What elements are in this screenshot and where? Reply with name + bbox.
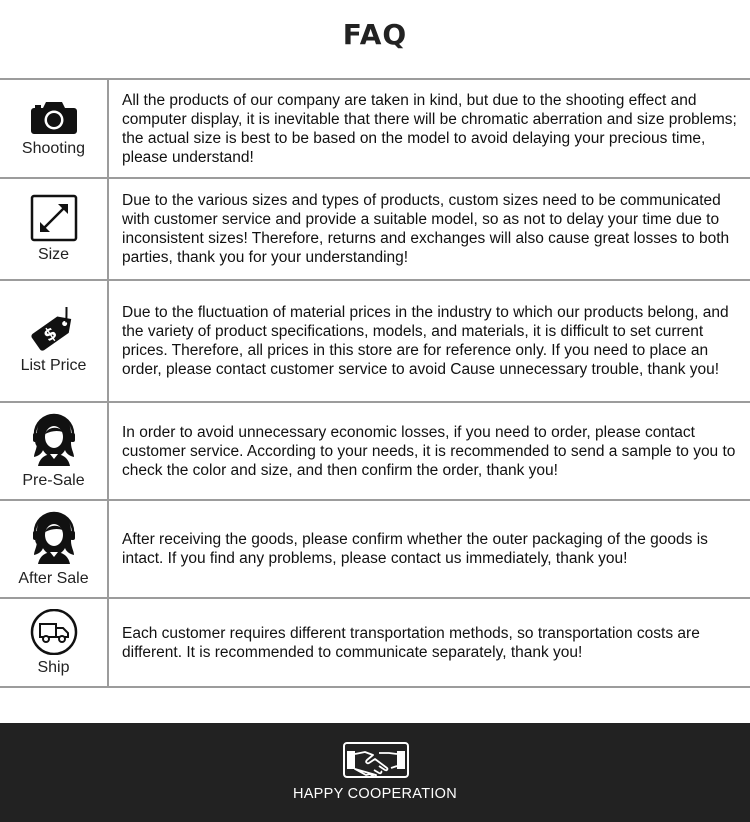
faq-table	[0, 78, 750, 688]
faq-row-label-cell	[0, 281, 109, 401]
faq-row-shooting	[0, 80, 750, 179]
faq-row-text: Due to the fluctuation of material prices in the industry to which our products belong, and the variety of product specifications, models, and materials, it is difficult to set current prices. Therefore, all prices in this store are for reference only. If you need to place an order, please contact customer service to avoid Cause unnecessary trouble, thank you!	[122, 304, 729, 378]
customer-service-icon	[30, 412, 78, 468]
faq-row-label-cell	[0, 80, 109, 177]
footer-banner	[0, 723, 750, 822]
faq-row-label-cell	[0, 403, 109, 499]
footer-text: HAPPY COOPERATION	[292, 786, 458, 802]
faq-row-label: Size	[37, 246, 70, 263]
faq-row-label: List Price	[20, 357, 87, 374]
faq-row-ship	[0, 599, 750, 688]
faq-row-list-price	[0, 281, 750, 403]
handshake-icon	[343, 742, 409, 778]
svg-text:$: $	[39, 323, 61, 347]
faq-row-text: Due to the various sizes and types of products, custom sizes need to be communicated with customer service and provide a suitable model, so as not to delay your time due to inconsistent sizes! Therefore, returns and exchanges will also cause great losses to both parties, thank you for your understanding!	[122, 192, 730, 266]
faq-row-label: Pre-Sale	[22, 472, 85, 489]
faq-row-after-sale	[0, 501, 750, 599]
faq-row-text: Each customer requires different transportation methods, so transportation costs are different. It is recommended to communicate separately, thank you!	[122, 624, 700, 661]
faq-row-label-cell	[0, 501, 109, 597]
resize-arrows-icon	[30, 194, 78, 242]
customer-service-icon	[30, 510, 78, 566]
faq-row-pre-sale	[0, 403, 750, 501]
faq-row-text: After receiving the goods, please confirm whether the outer packaging of the goods is intact. If you find any problems, please contact us immediately, thank you!	[122, 531, 708, 567]
faq-row-text: In order to avoid unnecessary economic losses, if you need to order, please contact customer service. According to your needs, it is recommended to send a sample to you to check the color and size, and then confirm the order, thank you!	[122, 423, 736, 479]
camera-icon	[30, 100, 78, 136]
faq-row-label: Ship	[37, 658, 70, 676]
page-title: FAQ	[342, 18, 408, 51]
faq-row-label: Shooting	[21, 139, 86, 157]
faq-row-label: After Sale	[18, 570, 89, 587]
faq-row-text: All the products of our company are taken in kind, but due to the shooting effect and computer display, it is inevitable that there will be chromatic aberration and size problems; the actual size is best to be based on the model to avoid delaying your precious time, please understand!	[122, 91, 737, 166]
price-tag-icon	[27, 307, 81, 353]
faq-row-label-cell	[0, 179, 109, 279]
truck-icon	[29, 609, 79, 655]
faq-row-size	[0, 179, 750, 281]
faq-row-label-cell	[0, 599, 109, 686]
